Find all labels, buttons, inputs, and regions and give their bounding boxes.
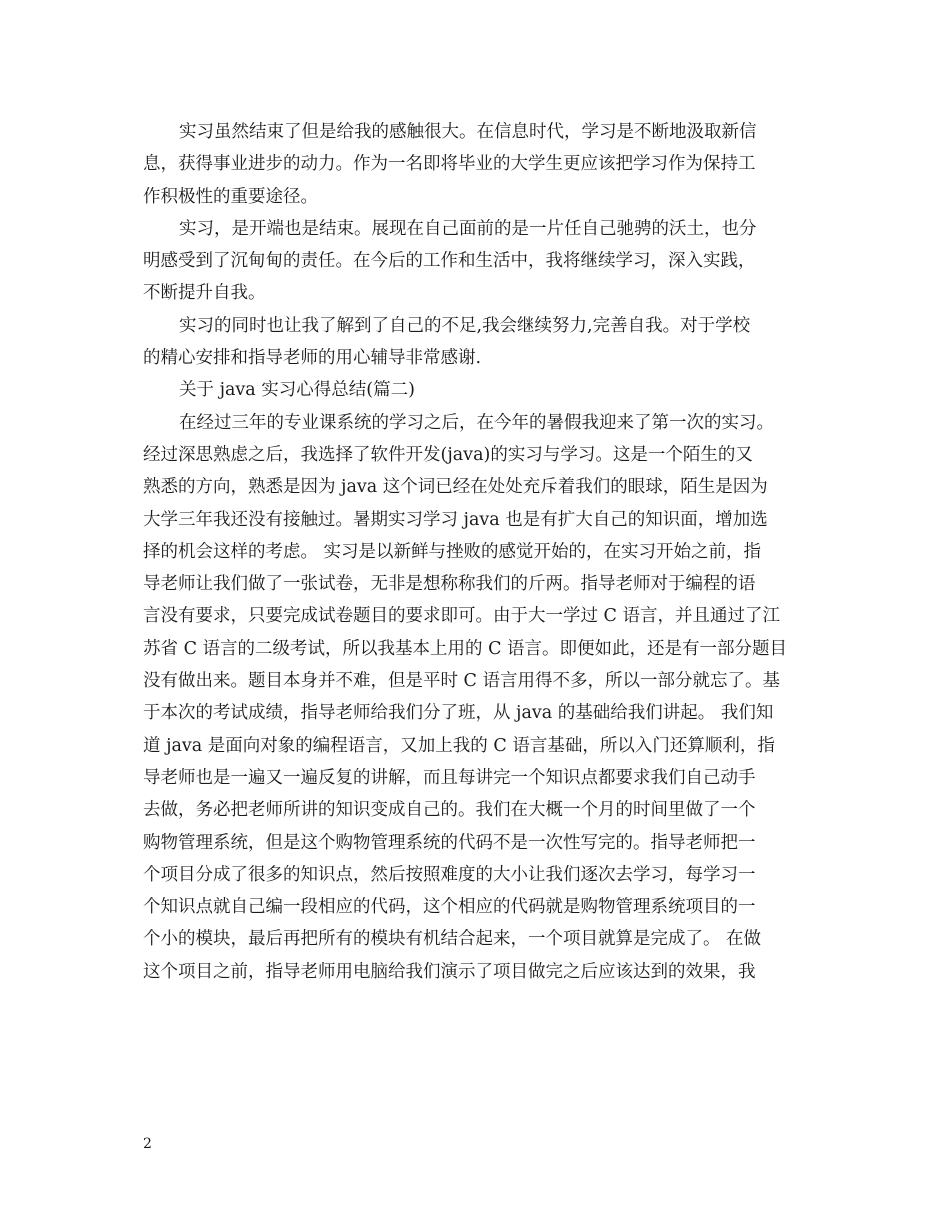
text-line: 作积极性的重要途径。: [143, 186, 318, 207]
text-line: 实习虽然结束了但是给我的感触很大。在信息时代，学习是不断地汲取新信: [179, 122, 757, 142]
text-line: 经过深思熟虑之后，我选择了软件开发(java)的实习与学习。这是一个陌生的又: [143, 444, 753, 465]
text-line: 个项目分成了很多的知识点，然后按照难度的大小让我们逐次去学习，每学习一: [143, 864, 756, 885]
text-line: 于本次的考试成绩，指导老师给我们分了班，从 java 的基础给我们讲起。 我们知: [143, 703, 774, 724]
text-line: 道 java 是面向对象的编程语言，又加上我的 C 语言基础，所以入门还算顺利，指: [143, 735, 775, 756]
text-line: 不断提升自我。: [143, 283, 266, 304]
text-line: 的精心安排和指导老师的用心辅导非常感谢.: [143, 348, 482, 369]
text-line: 大学三年我还没有接触过。暑期实习学习 java 也是有扩大自己的知识面，增加选: [143, 509, 768, 530]
document-body: [143, 116, 813, 988]
text-line: 言没有要求，只要完成试卷题目的要求即可。由于大一学过 C 语言，并且通过了江: [143, 606, 781, 627]
text-line: 没有做出来。题目本身并不难，但是平时 C 语言用得不多，所以一部分就忘了。基: [143, 671, 781, 692]
text-line: 在经过三年的专业课系统的学习之后，在今年的暑假我迎来了第一次的实习。: [179, 412, 774, 433]
text-line: 去做，务必把老师所讲的知识变成自己的。我们在大概一个月的时间里做了一个: [143, 800, 756, 821]
text-line: 明感受到了沉甸甸的责任。在今后的工作和生活中，我将继续学习，深入实践，: [143, 251, 756, 272]
text-line: 购物管理系统，但是这个购物管理系统的代码不是一次性写完的。指导老师把一: [143, 832, 756, 853]
text-line: 个小的模块，最后再把所有的模块有机结合起来，一个项目就算是完成了。 在做: [143, 929, 762, 950]
text-line: 导老师让我们做了一张试卷，无非是想称称我们的斤两。指导老师对于编程的语: [143, 574, 756, 595]
text-line: 实习，是开端也是结束。展现在自己面前的是一片任自己驰骋的沃土，也分: [179, 218, 757, 239]
text-line: 苏省 C 语言的二级考试，所以我基本上用的 C 语言。即便如此，还是有一部分题目: [143, 638, 788, 659]
text-line: 实习的同时也让我了解到了自己的不足,我会继续努力,完善自我。对于学校: [179, 315, 751, 336]
text-line: 息，获得事业进步的动力。作为一名即将毕业的大学生更应该把学习作为保持工: [143, 154, 756, 175]
page-number: 2: [143, 1136, 152, 1152]
text-line: 这个项目之前，指导老师用电脑给我们演示了项目做完之后应该达到的效果，我: [143, 961, 756, 982]
section-heading: 关于 java 实习心得总结(篇二): [179, 380, 415, 401]
text-line: 个知识点就自己编一段相应的代码，这个相应的代码就是购物管理系统项目的一: [143, 897, 756, 918]
text-line: 择的机会这样的考虑。 实习是以新鲜与挫败的感觉开始的，在实习开始之前，指: [143, 541, 762, 562]
text-line: 导老师也是一遍又一遍反复的讲解，而且每讲完一个知识点都要求我们自己动手: [143, 767, 756, 788]
text-line: 熟悉的方向，熟悉是因为 java 这个词已经在处处充斥着我们的眼球，陌生是因为: [143, 477, 768, 498]
